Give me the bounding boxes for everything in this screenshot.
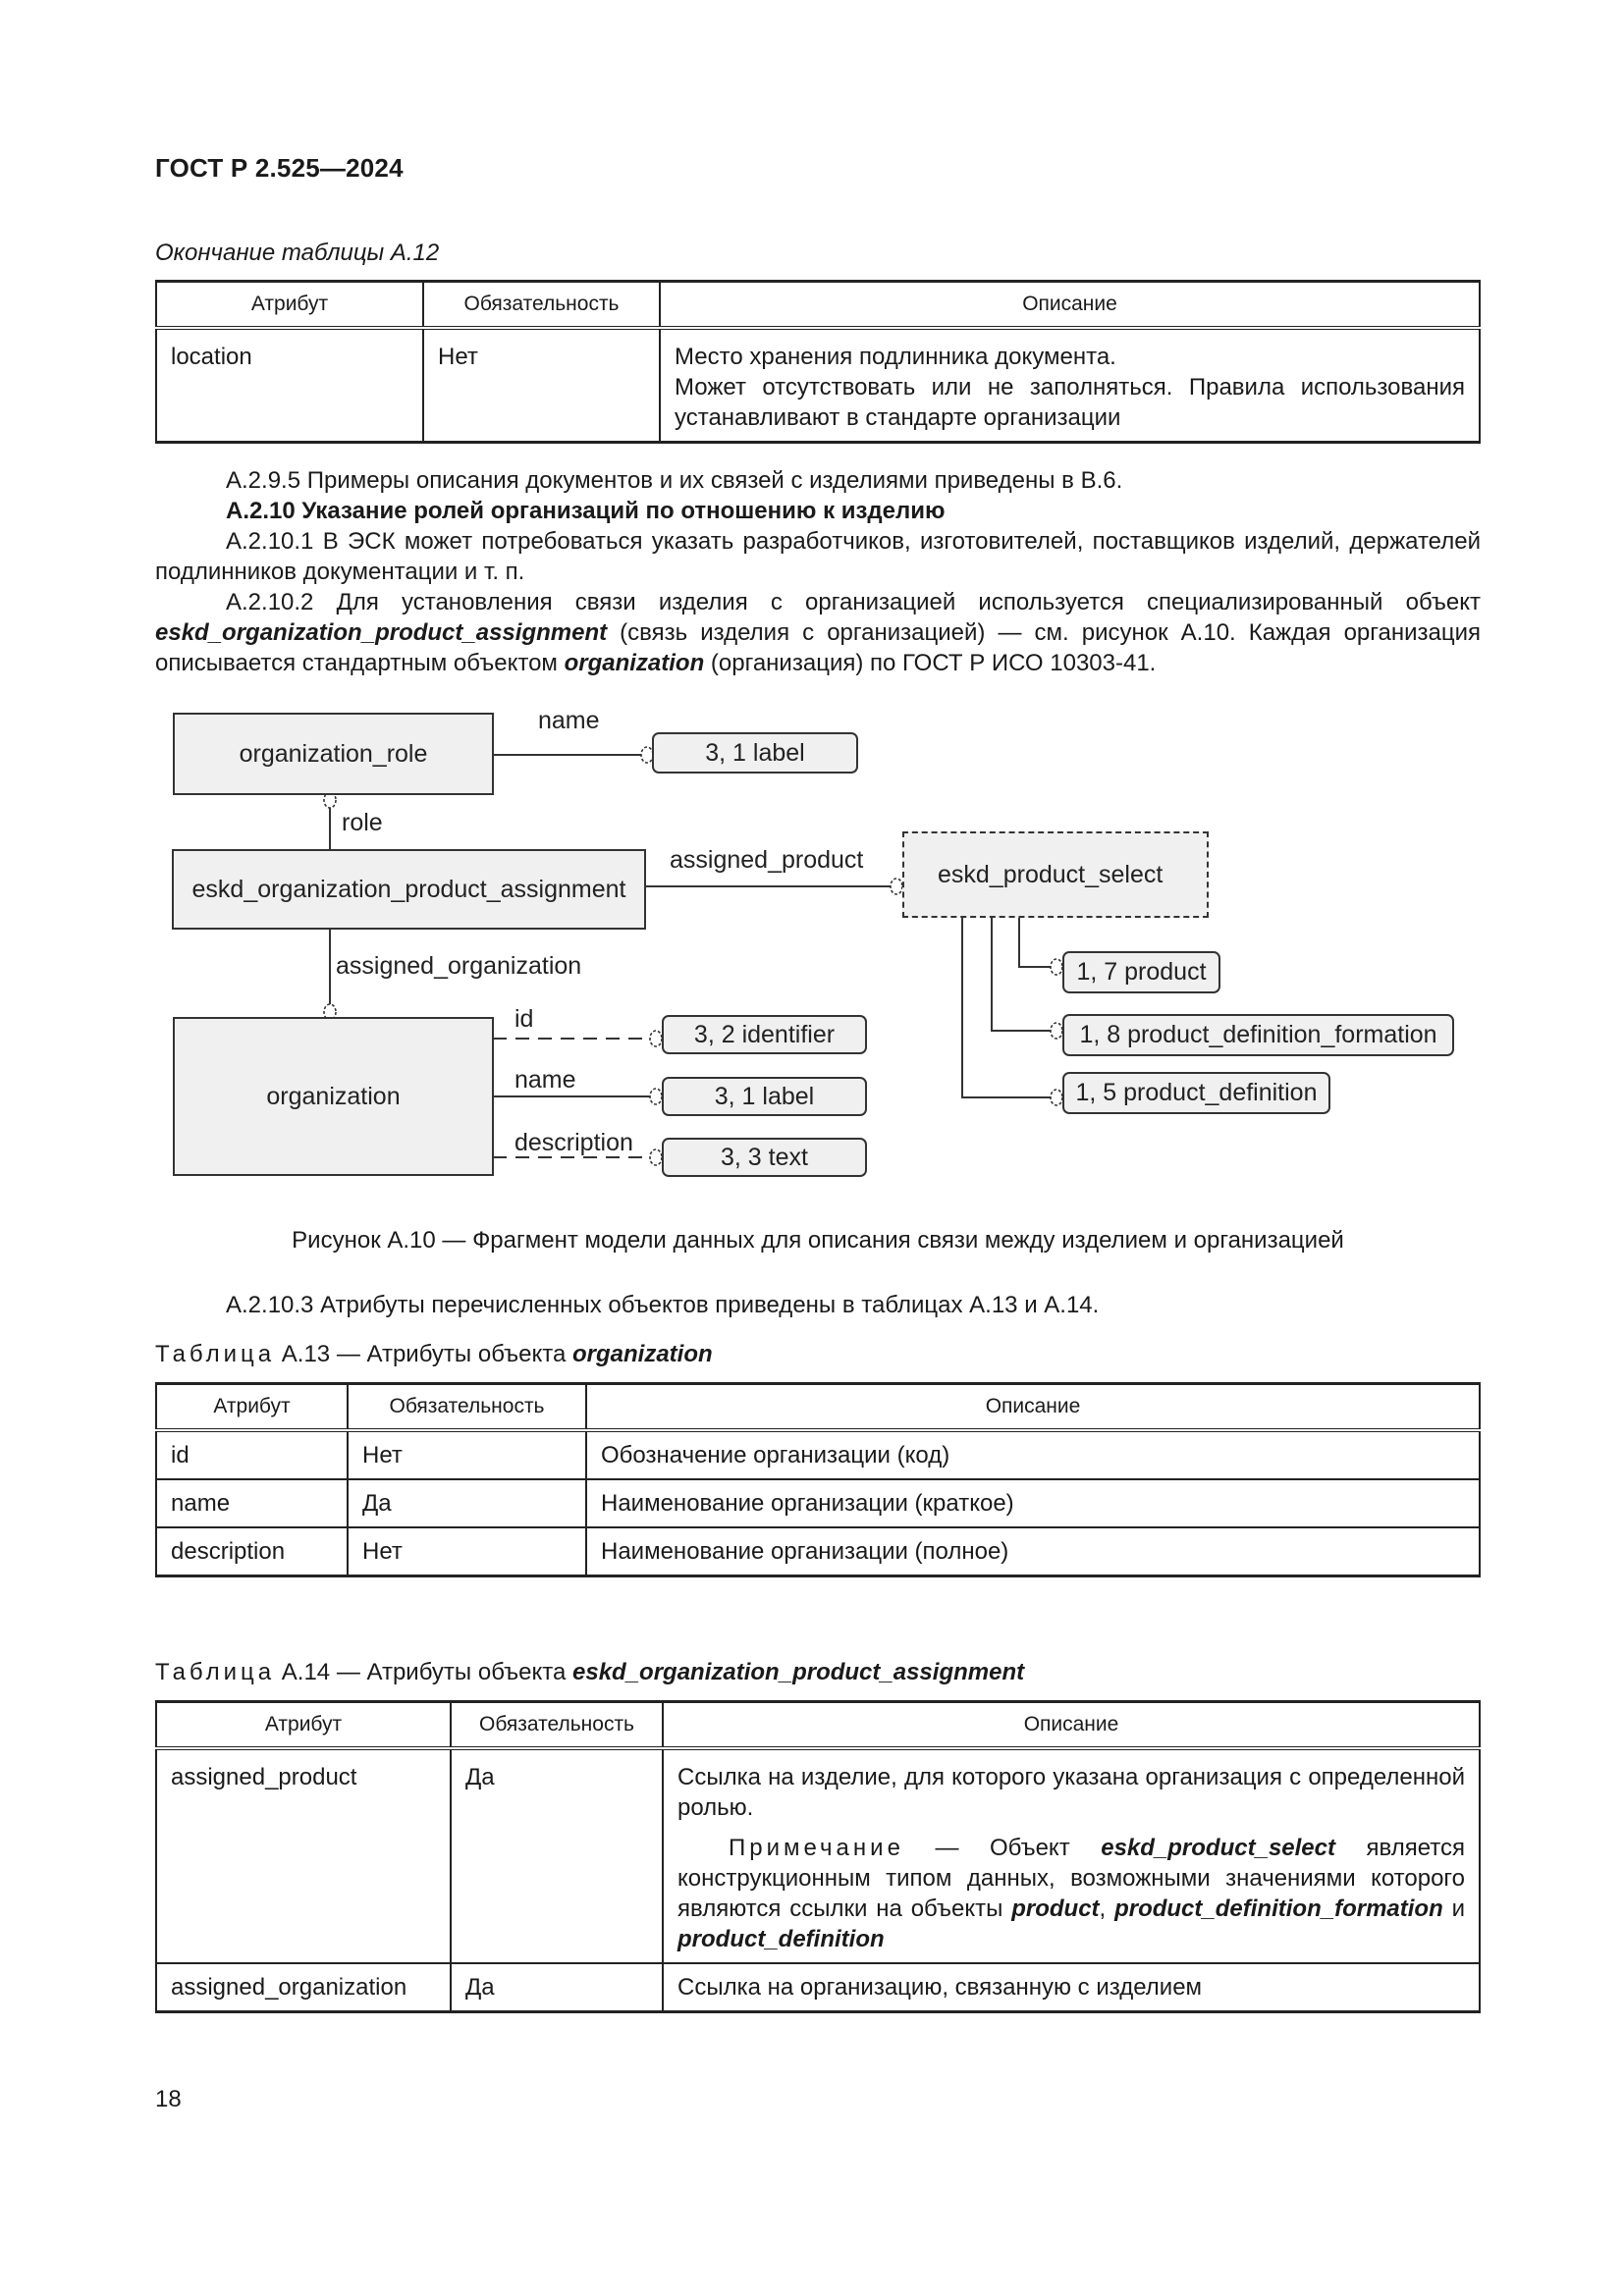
- cell-required: Нет: [423, 328, 660, 443]
- term: product: [1011, 1896, 1100, 1922]
- paragraph-a295: А.2.9.5 Примеры описания документов и их связей с изделиями приведены в В.6.: [226, 467, 1123, 494]
- term: eskd_product_select: [1101, 1835, 1335, 1861]
- text: ,: [1099, 1896, 1115, 1922]
- relation-name-org-label: name: [514, 1066, 576, 1094]
- section-heading-a210: А.2.10 Указание ролей организаций по отношению к изделию: [226, 498, 946, 524]
- cell-required: Нет: [348, 1430, 586, 1479]
- cell-attribute: assigned_product: [156, 1748, 451, 1963]
- relation-name-label: name: [538, 707, 600, 734]
- cell-description: Наименование организации (краткое): [586, 1479, 1480, 1527]
- table-a14-caption: [155, 1659, 1024, 1686]
- cell-required: Да: [348, 1479, 586, 1527]
- type-text: 3, 3 text: [662, 1138, 867, 1177]
- table-row: [156, 1430, 1480, 1479]
- column-header-description: Описание: [663, 1702, 1480, 1749]
- table-row: [156, 1479, 1480, 1527]
- note: [677, 1833, 1465, 1954]
- relation-assigned-product-label: assigned_product: [670, 846, 864, 874]
- table-a13-caption: [155, 1341, 713, 1368]
- caption-text: А.14 — Атрибуты объекта: [275, 1659, 572, 1685]
- cell-description: Ссылка на организацию, связанную с изделием: [663, 1963, 1480, 2012]
- caption-term: organization: [572, 1341, 713, 1367]
- cell-attribute: name: [156, 1479, 348, 1527]
- text: и: [1442, 1896, 1465, 1922]
- caption-prefix: Таблица: [155, 1341, 276, 1367]
- type-product-definition-formation: 1, 8 product_definition_formation: [1062, 1014, 1454, 1056]
- type-identifier: 3, 2 identifier: [662, 1015, 867, 1054]
- column-header-required: Обязательность: [423, 282, 660, 329]
- cell-description: Наименование организации (полное): [586, 1527, 1480, 1576]
- table-continuation-caption: Окончание таблицы А.12: [155, 240, 440, 266]
- column-header-attribute: Атрибут: [156, 1384, 348, 1431]
- cell-description: Обозначение организации (код): [586, 1430, 1480, 1479]
- cell-required: Да: [451, 1963, 663, 2012]
- table-row: [156, 1963, 1480, 2012]
- text: А.2.10.2 Для установления связи изделия с организацией используется специализированный объект: [226, 589, 1481, 615]
- table-a14: [155, 1700, 1481, 2013]
- entity-organization: organization: [173, 1017, 494, 1176]
- column-header-attribute: Атрибут: [156, 1702, 451, 1749]
- cell-description: [663, 1748, 1480, 1963]
- entity-eskd-organization-product-assignment: eskd_organization_product_assignment: [172, 849, 646, 930]
- column-header-description: Описание: [660, 282, 1480, 329]
- entity-organization-role: organization_role: [173, 713, 494, 795]
- paragraph-a2103: А.2.10.3 Атрибуты перечисленных объектов приведены в таблицах А.13 и А.14.: [226, 1292, 1100, 1318]
- table-a13: [155, 1382, 1481, 1577]
- caption-text: А.13 — Атрибуты объекта: [275, 1341, 572, 1367]
- note-label: Примечание: [729, 1835, 904, 1861]
- caption-prefix: Таблица: [155, 1659, 276, 1685]
- relation-id-label: id: [514, 1005, 534, 1033]
- type-product-definition: 1, 5 product_definition: [1062, 1072, 1330, 1114]
- column-header-attribute: Атрибут: [156, 282, 423, 329]
- relation-assigned-organization-label: assigned_organization: [336, 952, 582, 980]
- text: является конструкционным типом данных, возможными значениями которого являются ссылки на объекты: [677, 1835, 1465, 1922]
- column-header-required: Обязательность: [348, 1384, 586, 1431]
- relation-description-label: description: [514, 1129, 633, 1156]
- column-header-description: Описание: [586, 1384, 1480, 1431]
- caption-term: eskd_organization_product_assignment: [572, 1659, 1025, 1685]
- table-row: [156, 1527, 1480, 1576]
- type-product: 1, 7 product: [1062, 951, 1220, 993]
- text: (организация) по ГОСТ Р ИСО 10303-41.: [704, 650, 1157, 676]
- table-row: [156, 1748, 1480, 1963]
- term: product_definition: [677, 1926, 885, 1952]
- document-header: ГОСТ Р 2.525—2024: [155, 153, 404, 183]
- description-line: Может отсутствовать или не заполняться. Правила использования устанавливают в стандарте организации: [675, 374, 1465, 431]
- select-eskd-product-select: eskd_product_select: [902, 831, 1209, 918]
- cell-attribute: description: [156, 1527, 348, 1576]
- page-number: 18: [155, 2086, 182, 2112]
- text: (связь изделия с организацией) — см. рисунок А.10. Каждая организация описывается стандартным объектом: [155, 619, 1481, 676]
- cell-attribute: assigned_organization: [156, 1963, 451, 2012]
- type-org-label: 3, 1 label: [662, 1077, 867, 1116]
- relation-role-label: role: [342, 809, 383, 836]
- term-assignment: eskd_organization_product_assignment: [155, 619, 608, 646]
- figure-caption: Рисунок А.10 — Фрагмент модели данных для описания связи между изделием и организацией: [292, 1227, 1344, 1254]
- cell-required: Нет: [348, 1527, 586, 1576]
- description-text: Ссылка на изделие, для которого указана организация с определенной ролью.: [677, 1764, 1465, 1821]
- term: product_definition_formation: [1114, 1896, 1443, 1922]
- type-role-label: 3, 1 label: [652, 732, 858, 774]
- cell-attribute: id: [156, 1430, 348, 1479]
- text: — Объект: [903, 1835, 1102, 1861]
- cell-attribute: location: [156, 328, 423, 443]
- cell-required: Да: [451, 1748, 663, 1963]
- paragraph-a2101: А.2.10.1 В ЭСК может потребоваться указать разработчиков, изготовителей, поставщиков изделий, держателей подлинников документации и т. п.: [155, 528, 1481, 585]
- term-organization: organization: [564, 650, 705, 676]
- column-header-required: Обязательность: [451, 1702, 663, 1749]
- description-line: Место хранения подлинника документа.: [675, 344, 1116, 370]
